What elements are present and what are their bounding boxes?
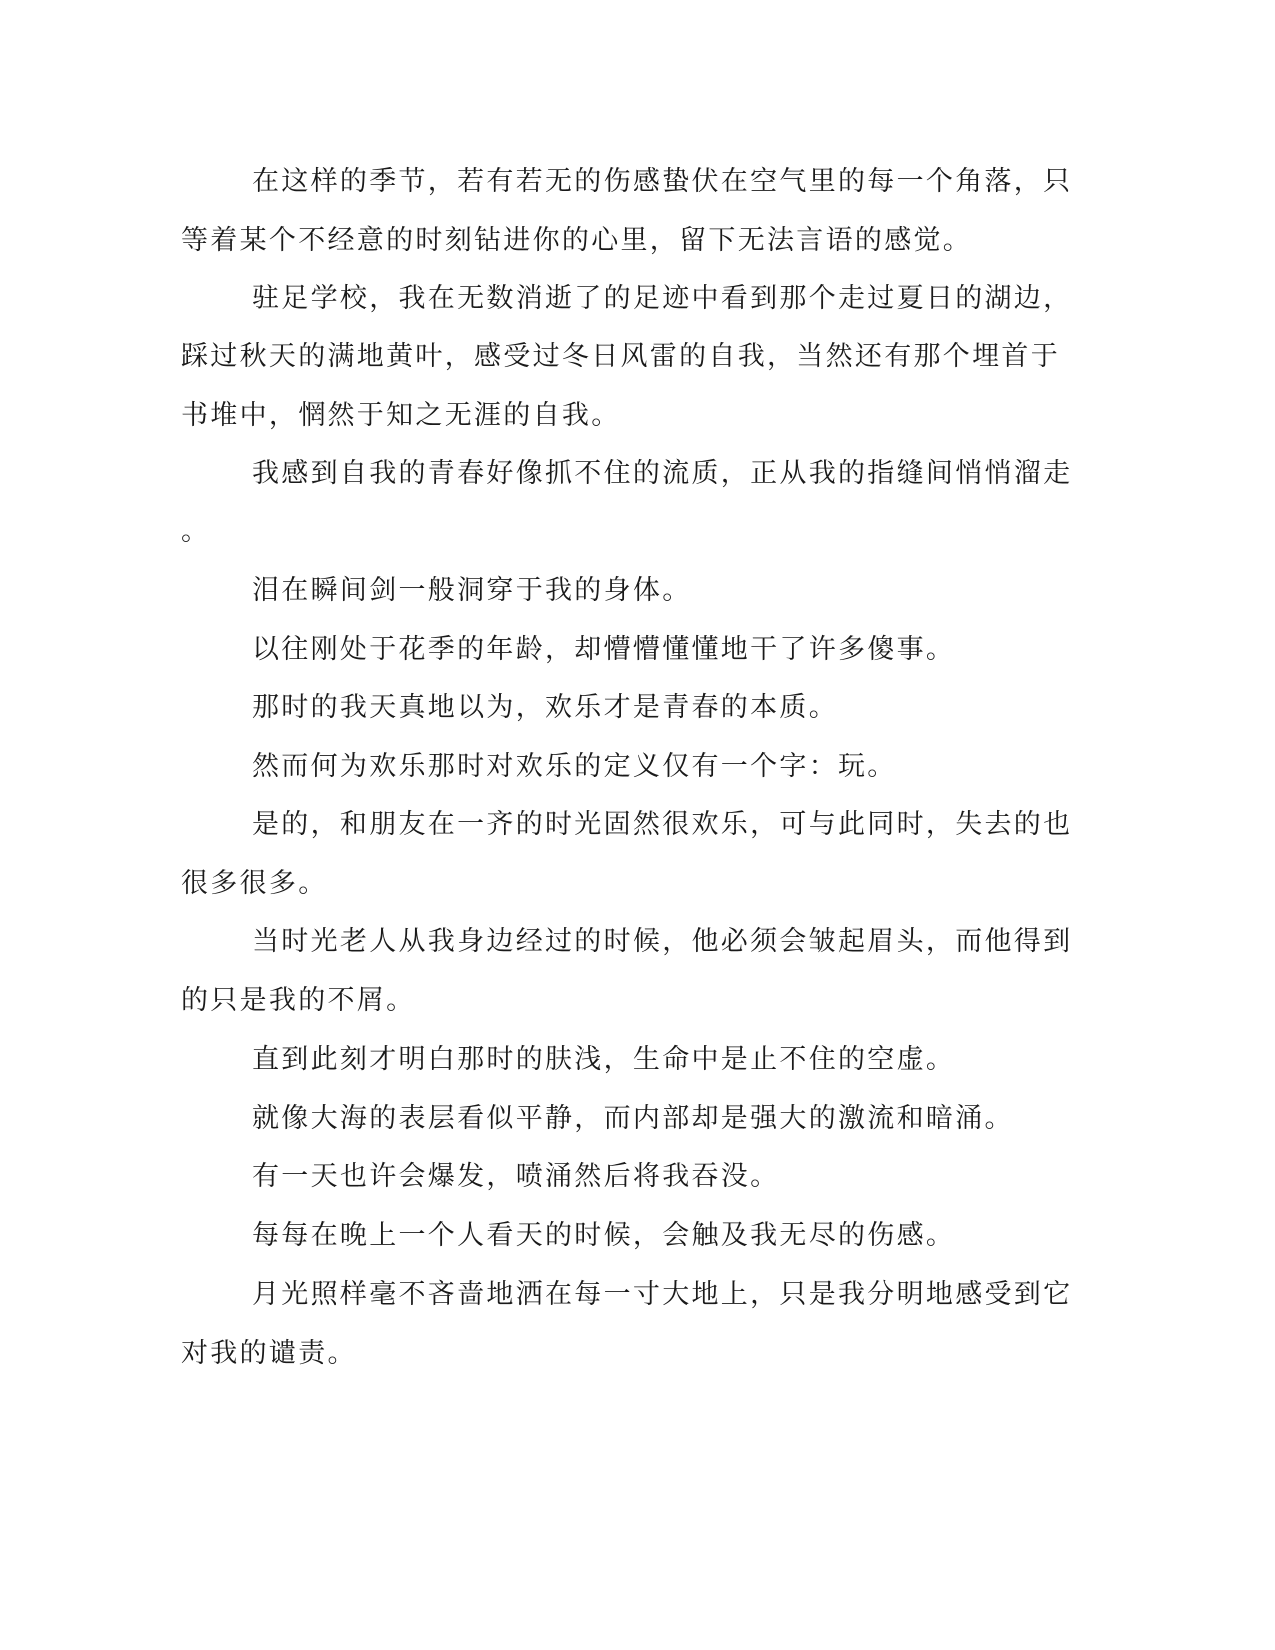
text-line: 泪在瞬间剑一般洞穿于我的身体。	[252, 575, 692, 606]
text-line: 在这样的季节，若有若无的伤感蛰伏在空气里的每一个角落，只	[252, 166, 1073, 197]
text-line: 然而何为欢乐那时对欢乐的定义仅有一个字：玩。	[252, 751, 897, 782]
text-line: 的只是我的不屑。	[181, 985, 416, 1016]
text-line: 我感到自我的青春好像抓不住的流质，正从我的指缝间悄悄溜走	[252, 458, 1073, 489]
text-line: 很多很多。	[181, 868, 328, 899]
text-line: 那时的我天真地以为，欢乐才是青春的本质。	[252, 692, 838, 723]
text-line: 直到此刻才明白那时的肤浅，生命中是止不住的空虚。	[252, 1044, 956, 1075]
text-line: 每每在晚上一个人看天的时候，会触及我无尽的伤感。	[252, 1220, 956, 1251]
text-line: 是的，和朋友在一齐的时光固然很欢乐，可与此同时，失去的也	[252, 809, 1073, 840]
text-line: 驻足学校，我在无数消逝了的足迹中看到那个走过夏日的湖边，	[252, 283, 1073, 314]
text-line: 当时光老人从我身边经过的时候，他必须会皱起眉头，而他得到	[252, 926, 1073, 957]
text-line: 。	[181, 516, 211, 547]
text-line: 等着某个不经意的时刻钻进你的心里，留下无法言语的感觉。	[181, 225, 973, 256]
text-line: 书堆中，惘然于知之无涯的自我。	[181, 400, 621, 431]
text-line: 以往刚处于花季的年龄，却懵懵懂懂地干了许多傻事。	[252, 634, 956, 665]
text-line: 踩过秋天的满地黄叶，感受过冬日风雷的自我，当然还有那个埋首于	[181, 341, 1060, 372]
text-line: 月光照样毫不吝啬地洒在每一寸大地上，只是我分明地感受到它	[252, 1279, 1073, 1310]
text-line: 有一天也许会爆发，喷涌然后将我吞没。	[252, 1161, 780, 1192]
text-line: 就像大海的表层看似平静，而内部却是强大的激流和暗涌。	[252, 1103, 1014, 1134]
text-line: 对我的谴责。	[181, 1338, 357, 1369]
